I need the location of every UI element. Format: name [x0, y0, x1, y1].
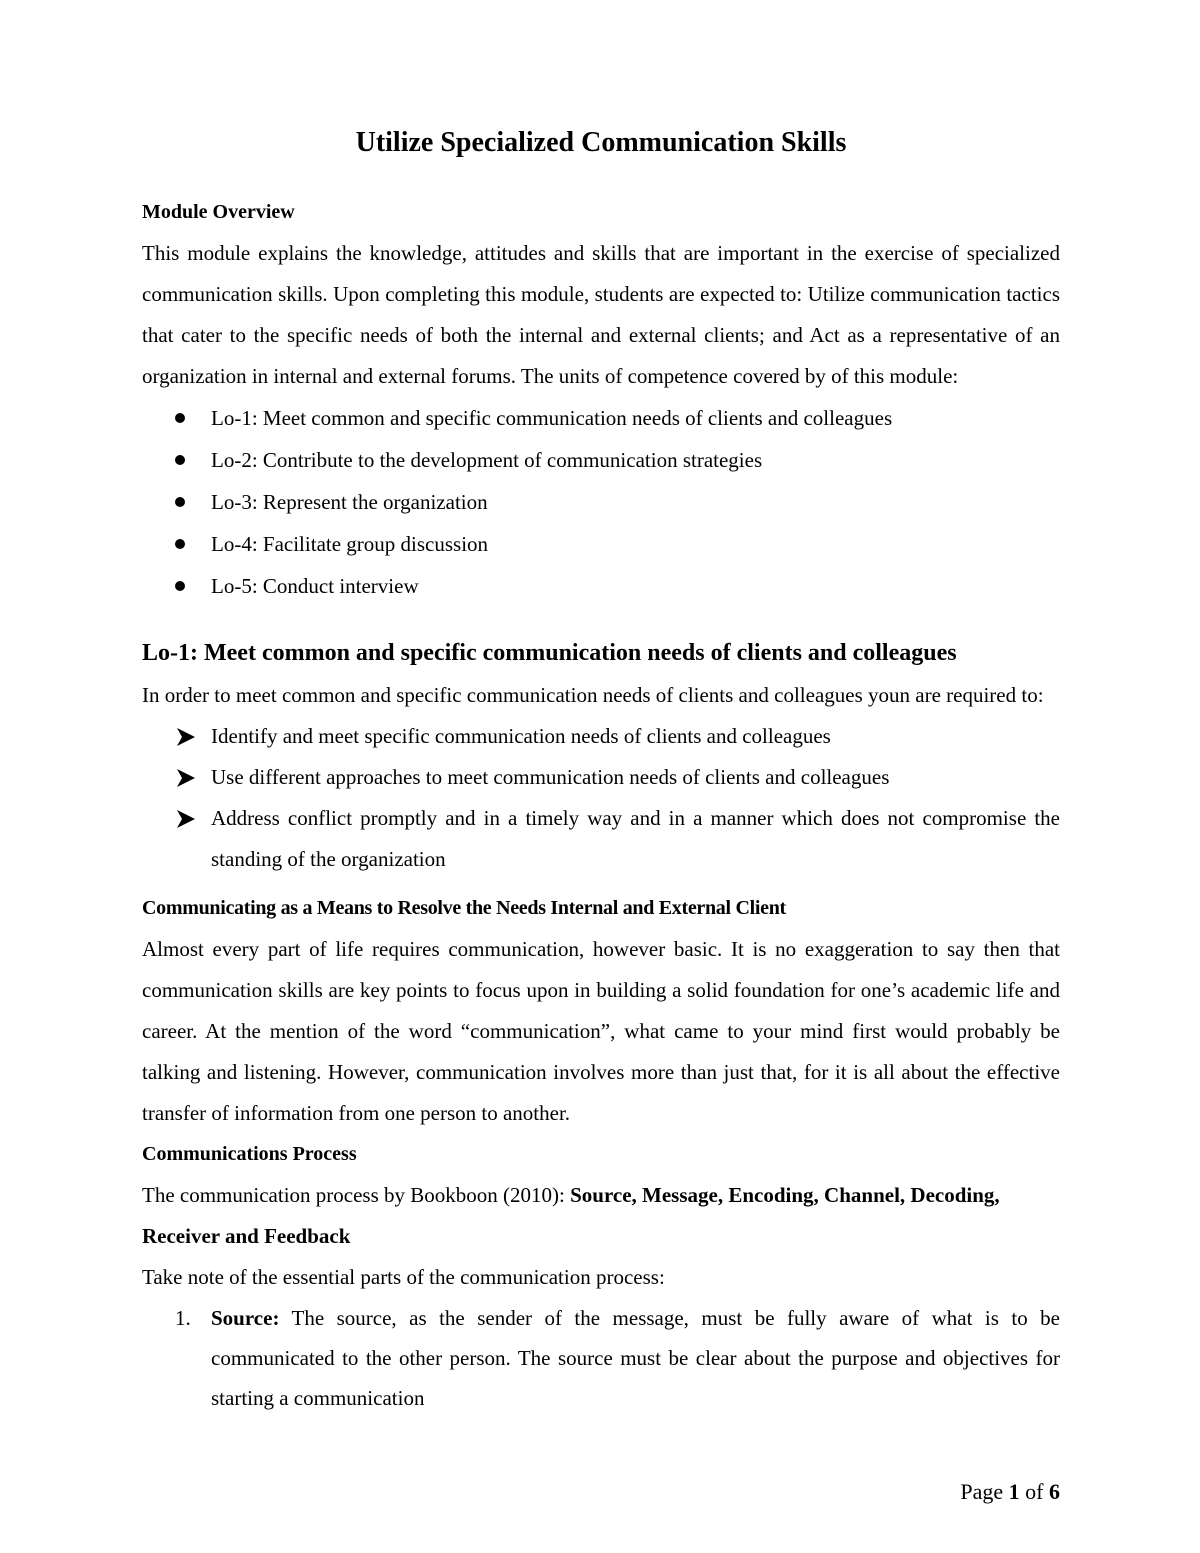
arrowhead-bullet-icon: [176, 769, 196, 787]
bullet-icon: [175, 539, 185, 549]
bullet-icon: [175, 497, 185, 507]
module-overview-heading: Module Overview: [142, 201, 295, 223]
bullet-icon: [175, 413, 185, 423]
lo1-intro: In order to meet common and specific communication needs of clients and colleagues youn are required to:: [142, 683, 1044, 707]
bullet-icon: [175, 455, 185, 465]
units-list: [142, 397, 1060, 607]
list-item: [142, 1298, 1060, 1418]
list-item: Lo-4: Facilitate group discussion: [142, 523, 1060, 565]
document-title: Utilize Specialized Communication Skills: [355, 127, 847, 158]
list-item: Lo-3: Represent the organization: [142, 481, 1060, 523]
list-item: Address conflict promptly and in a timely way and in a manner which does not compromise the standing of the organization: [142, 798, 1060, 880]
list-item: Use different approaches to meet communication needs of clients and colleagues: [142, 757, 1060, 798]
resolve-needs-heading: Communicating as a Means to Resolve the Needs Internal and External Client: [142, 897, 786, 919]
list-number: 1.: [175, 1306, 191, 1330]
bullet-icon: [175, 581, 185, 591]
list-text: The source, as the sender of the message, must be fully aware of what is to be communicated to the other person. The source must be clear about the purpose and objectives for starting a communication: [211, 1306, 1060, 1410]
communications-process-heading: Communications Process: [142, 1143, 357, 1165]
communications-process-note: Take note of the essential parts of the communication process:: [142, 1265, 665, 1289]
lo1-heading: Lo-1: Meet common and specific communication needs of clients and colleagues: [142, 640, 957, 666]
list-term: Source:: [211, 1306, 280, 1330]
lo1-requirements-list: [142, 716, 1060, 880]
process-elements: Source, Message, Encoding, Channel, Decoding, Receiver and Feedback: [142, 1183, 1000, 1248]
process-parts-list: [142, 1298, 1060, 1418]
page-content: [142, 120, 1060, 1418]
page-number: Page 1 of 6: [960, 1479, 1060, 1504]
list-item: Identify and meet specific communication needs of clients and colleagues: [142, 716, 1060, 757]
module-overview-text: This module explains the knowledge, attitudes and skills that are important in the exercise of specialized communication skills. Upon completing this module, students are expected to: Utilize communication tactics that cater to the specific needs of both the internal and external clients; and Act as a representative of an organization in internal and external forums. The units of competence covered by of this module:: [142, 241, 1060, 388]
arrowhead-bullet-icon: [176, 810, 196, 828]
arrowhead-bullet-icon: [176, 728, 196, 746]
resolve-needs-text: Almost every part of life requires communication, however basic. It is no exaggeration to say then that communication skills are key points to focus upon in building a solid foundation for one’s academic life and career. At the mention of the word “communication”, what came to your mind first would probably be talking and listening. However, communication involves more than just that, for it is all about the effective transfer of information from one person to another.: [142, 937, 1060, 1125]
list-item: Lo-5: Conduct interview: [142, 565, 1060, 607]
list-item: Lo-2: Contribute to the development of communication strategies: [142, 439, 1060, 481]
list-item: Lo-1: Meet common and specific communication needs of clients and colleagues: [142, 397, 1060, 439]
communications-process-intro: The communication process by Bookboon (2010): Source, Message, Encoding, Channel, Decoding, Receiver and Feedback: [142, 1183, 1000, 1248]
